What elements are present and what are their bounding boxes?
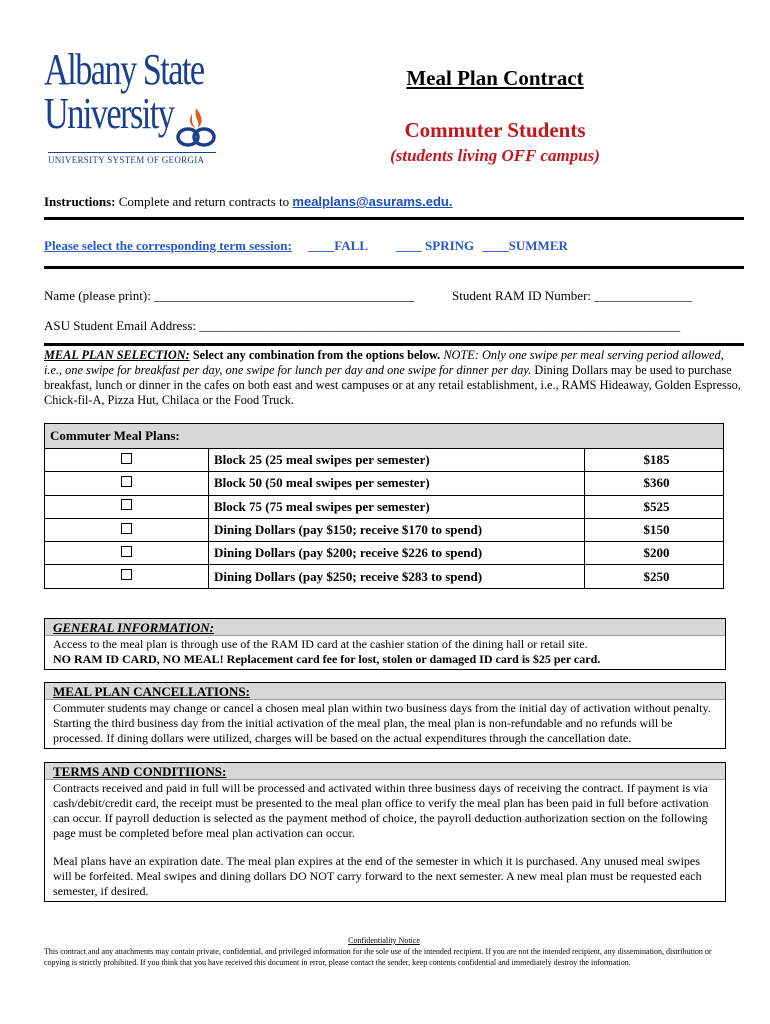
commuter-meal-plans-table bbox=[44, 423, 724, 589]
divider bbox=[44, 266, 744, 269]
meal-plan-selection-text bbox=[44, 348, 744, 408]
plan-description: Block 25 (25 meal swipes per semester) bbox=[209, 449, 585, 472]
plan-checkbox-cell bbox=[45, 565, 209, 588]
general-information-heading: GENERAL INFORMATION: bbox=[45, 619, 725, 636]
torch-emblem-icon bbox=[174, 106, 218, 148]
plan-checkbox-cell bbox=[45, 518, 209, 541]
cancellations-body: Commuter students may change or cancel a chosen meal plan within two business days from the initial day of activation without penalty. Starting the third business day from the initial activation of the meal plan, the meal plan is non-refundable and no refunds will be processed. If dining dollars were utilized, charges will be based on the actual expenditures through the cancellation date. bbox=[53, 701, 711, 745]
plan-checkbox[interactable] bbox=[121, 523, 132, 534]
plan-checkbox[interactable] bbox=[121, 499, 132, 510]
terms-paragraph-2: Meal plans have an expiration date. The meal plan expires at the end of the semester in which it is purchased. Any unused meal swipes will be forfeited. Meal swipes and dining dollars DO NOT carry forward to the next semester. A new meal plan must be requested each semester, if desired. bbox=[53, 854, 702, 898]
plan-description: Dining Dollars (pay $150; receive $170 to spend) bbox=[209, 518, 585, 541]
divider bbox=[44, 217, 744, 220]
terms-body bbox=[45, 780, 725, 901]
general-information-box bbox=[44, 618, 726, 670]
table-row bbox=[45, 495, 724, 518]
terms-heading: TERMS AND CONDITIIONS: bbox=[45, 763, 725, 780]
general-information-warning: NO RAM ID CARD, NO MEAL! Replacement card fee for lost, stolen or damaged ID card is $25 per card. bbox=[53, 652, 601, 666]
table-row bbox=[45, 542, 724, 565]
selection-heading: MEAL PLAN SELECTION: bbox=[44, 348, 190, 362]
confidentiality-title: Confidentiality Notice bbox=[348, 936, 420, 945]
selection-note: NOTE: Only one swipe per meal serving period allowed, i.e., one swipe for breakfast per day, one swipe for lunch per day and one swipe for dinner per day. bbox=[44, 348, 724, 377]
table-row bbox=[45, 565, 724, 588]
plan-checkbox-cell bbox=[45, 449, 209, 472]
plan-checkbox[interactable] bbox=[121, 569, 132, 580]
plan-description: Dining Dollars (pay $250; receive $283 to spend) bbox=[209, 565, 585, 588]
confidentiality-text: This contract and any attachments may contain private, confidential, and privileged information for the sole use of the intended recipient. If you are not the intended recipient, any dissemination, distribution or copying is strictly prohibited. If you think that you have received this document in error, please contact the sender, keep contents confidential and immediately destroy the information. bbox=[44, 947, 712, 967]
terms-box bbox=[44, 762, 726, 902]
logo-line-1: Albany State bbox=[44, 45, 204, 94]
general-information-body bbox=[45, 636, 725, 669]
cancellations-box bbox=[44, 682, 726, 749]
term-summer-option[interactable]: ____SUMMER bbox=[482, 238, 568, 253]
plan-price: $360 bbox=[585, 472, 724, 495]
logo-subtitle: UNIVERSITY SYSTEM OF GEORGIA bbox=[48, 152, 216, 165]
student-email-field[interactable]: ASU Student Email Address: __________________________________________________________________________ bbox=[44, 318, 681, 333]
table-header-row bbox=[45, 424, 724, 449]
instructions-label: Instructions: bbox=[44, 194, 116, 209]
audience-note: (students living OFF campus) bbox=[390, 146, 600, 165]
general-information-line: Access to the meal plan is through use of the RAM ID card at the cashier station of the dining hall or retail site. bbox=[53, 637, 588, 651]
table-row bbox=[45, 449, 724, 472]
term-spring-option[interactable]: ____ SPRING bbox=[395, 238, 475, 253]
instructions-text: Complete and return contracts to bbox=[115, 194, 293, 209]
name-field[interactable]: Name (please print): ________________________________________ bbox=[44, 288, 415, 303]
plan-price: $525 bbox=[585, 495, 724, 518]
instructions bbox=[44, 194, 452, 210]
selection-rest: Dining Dollars may be used to purchase breakfast, lunch or dinner in the cafes on both east and west campuses or at any retail establishment, i.e., RAMS Hideaway, Golden Espresso, Chick-fil-A, Pizza Hut, Chilaca or the Food Truck. bbox=[44, 363, 741, 407]
term-fall-option[interactable]: ____FALL bbox=[308, 238, 368, 253]
ram-id-field[interactable]: Student RAM ID Number: _______________ bbox=[452, 288, 692, 303]
divider bbox=[44, 343, 744, 346]
table-row bbox=[45, 472, 724, 495]
contract-title: Meal Plan Contract bbox=[406, 66, 584, 90]
plan-checkbox-cell bbox=[45, 495, 209, 518]
plan-checkbox-cell bbox=[45, 542, 209, 565]
plan-checkbox[interactable] bbox=[121, 476, 132, 487]
term-selection bbox=[44, 238, 568, 254]
plan-price: $185 bbox=[585, 449, 724, 472]
plan-checkbox-cell bbox=[45, 472, 209, 495]
plan-price: $250 bbox=[585, 565, 724, 588]
plan-price: $200 bbox=[585, 542, 724, 565]
term-prompt: Please select the corresponding term session: bbox=[44, 238, 292, 253]
plan-description: Block 75 (75 meal swipes per semester) bbox=[209, 495, 585, 518]
table-row bbox=[45, 518, 724, 541]
audience-title: Commuter Students bbox=[404, 118, 586, 142]
university-logo bbox=[44, 45, 244, 168]
selection-bold-text: Select any combination from the options below. bbox=[189, 348, 441, 362]
terms-paragraph-1: Contracts received and paid in full will be processed and activated within three business days of receiving the contract. If payment is via cash/debit/credit card, the receipt must be presented to the meal plan office to verify the meal plan has been paid in full before activation can occur. If payroll deduction is selected as the payment method of choice, the payroll deduction authorization section on the following page must be completed before meal plan activation can occur. bbox=[53, 781, 709, 840]
plan-description: Dining Dollars (pay $200; receive $226 to spend) bbox=[209, 542, 585, 565]
plan-checkbox[interactable] bbox=[121, 546, 132, 557]
logo-line-2: University bbox=[44, 89, 174, 138]
plans-heading: Commuter Meal Plans: bbox=[45, 424, 724, 449]
plan-price: $150 bbox=[585, 518, 724, 541]
contact-email-link[interactable]: mealplans@asurams.edu. bbox=[292, 194, 453, 209]
plan-description: Block 50 (50 meal swipes per semester) bbox=[209, 472, 585, 495]
cancellations-heading: MEAL PLAN CANCELLATIONS: bbox=[45, 683, 725, 700]
plan-checkbox[interactable] bbox=[121, 453, 132, 464]
